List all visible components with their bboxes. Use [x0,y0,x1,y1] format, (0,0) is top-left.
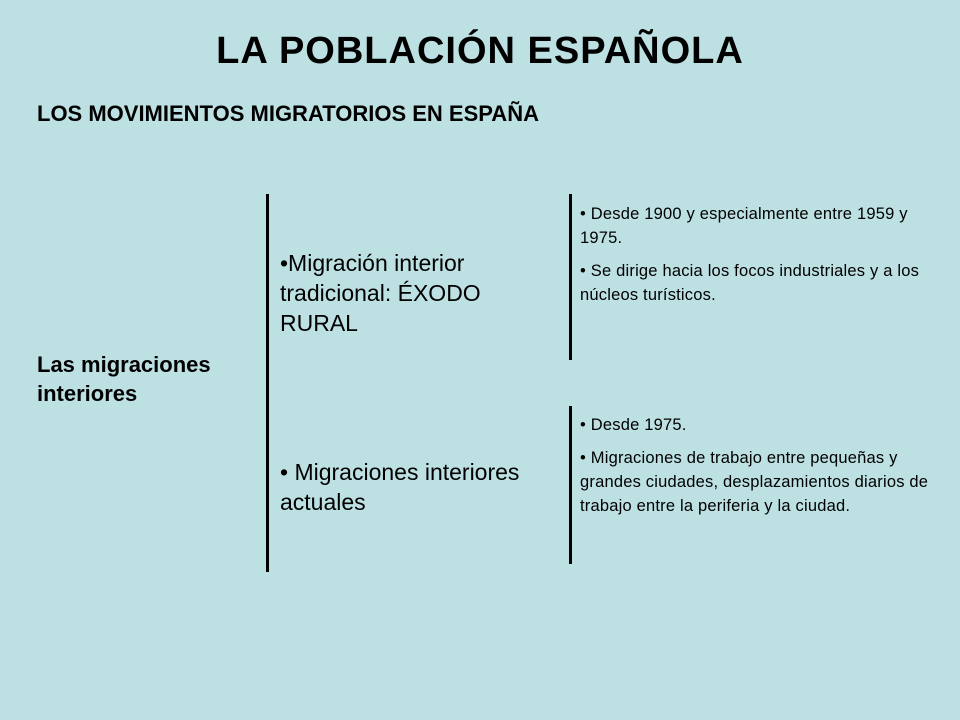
detail-item: • Se dirige hacia los focos industriales y a los núcleos turísticos. [580,262,920,304]
current-details [580,413,940,527]
traditional-details [580,202,940,316]
branch-label-current: • Migraciones interiores actuales [280,459,520,515]
detail-item: • Migraciones de trabajo entre pequeñas y grandes ciudades, desplazamientos diarios de trabajo entre la periferia y la ciudad. [580,449,929,515]
detail-item: • Desde 1900 y especialmente entre 1959 y 1975. [580,205,908,247]
slide-title: LA POBLACIÓN ESPAÑOLA [216,30,744,72]
root-label: Las migraciones interiores [37,352,211,406]
current-bracket-line [569,406,572,564]
detail-item: • Desde 1975. [580,416,687,434]
branch-label-traditional: •Migración interior tradicional: ÉXODO RURAL [280,250,481,336]
main-bracket-line [266,194,269,572]
slide-subtitle: LOS MOVIMIENTOS MIGRATORIOS EN ESPAÑA [37,101,539,126]
traditional-bracket-line [569,194,572,360]
